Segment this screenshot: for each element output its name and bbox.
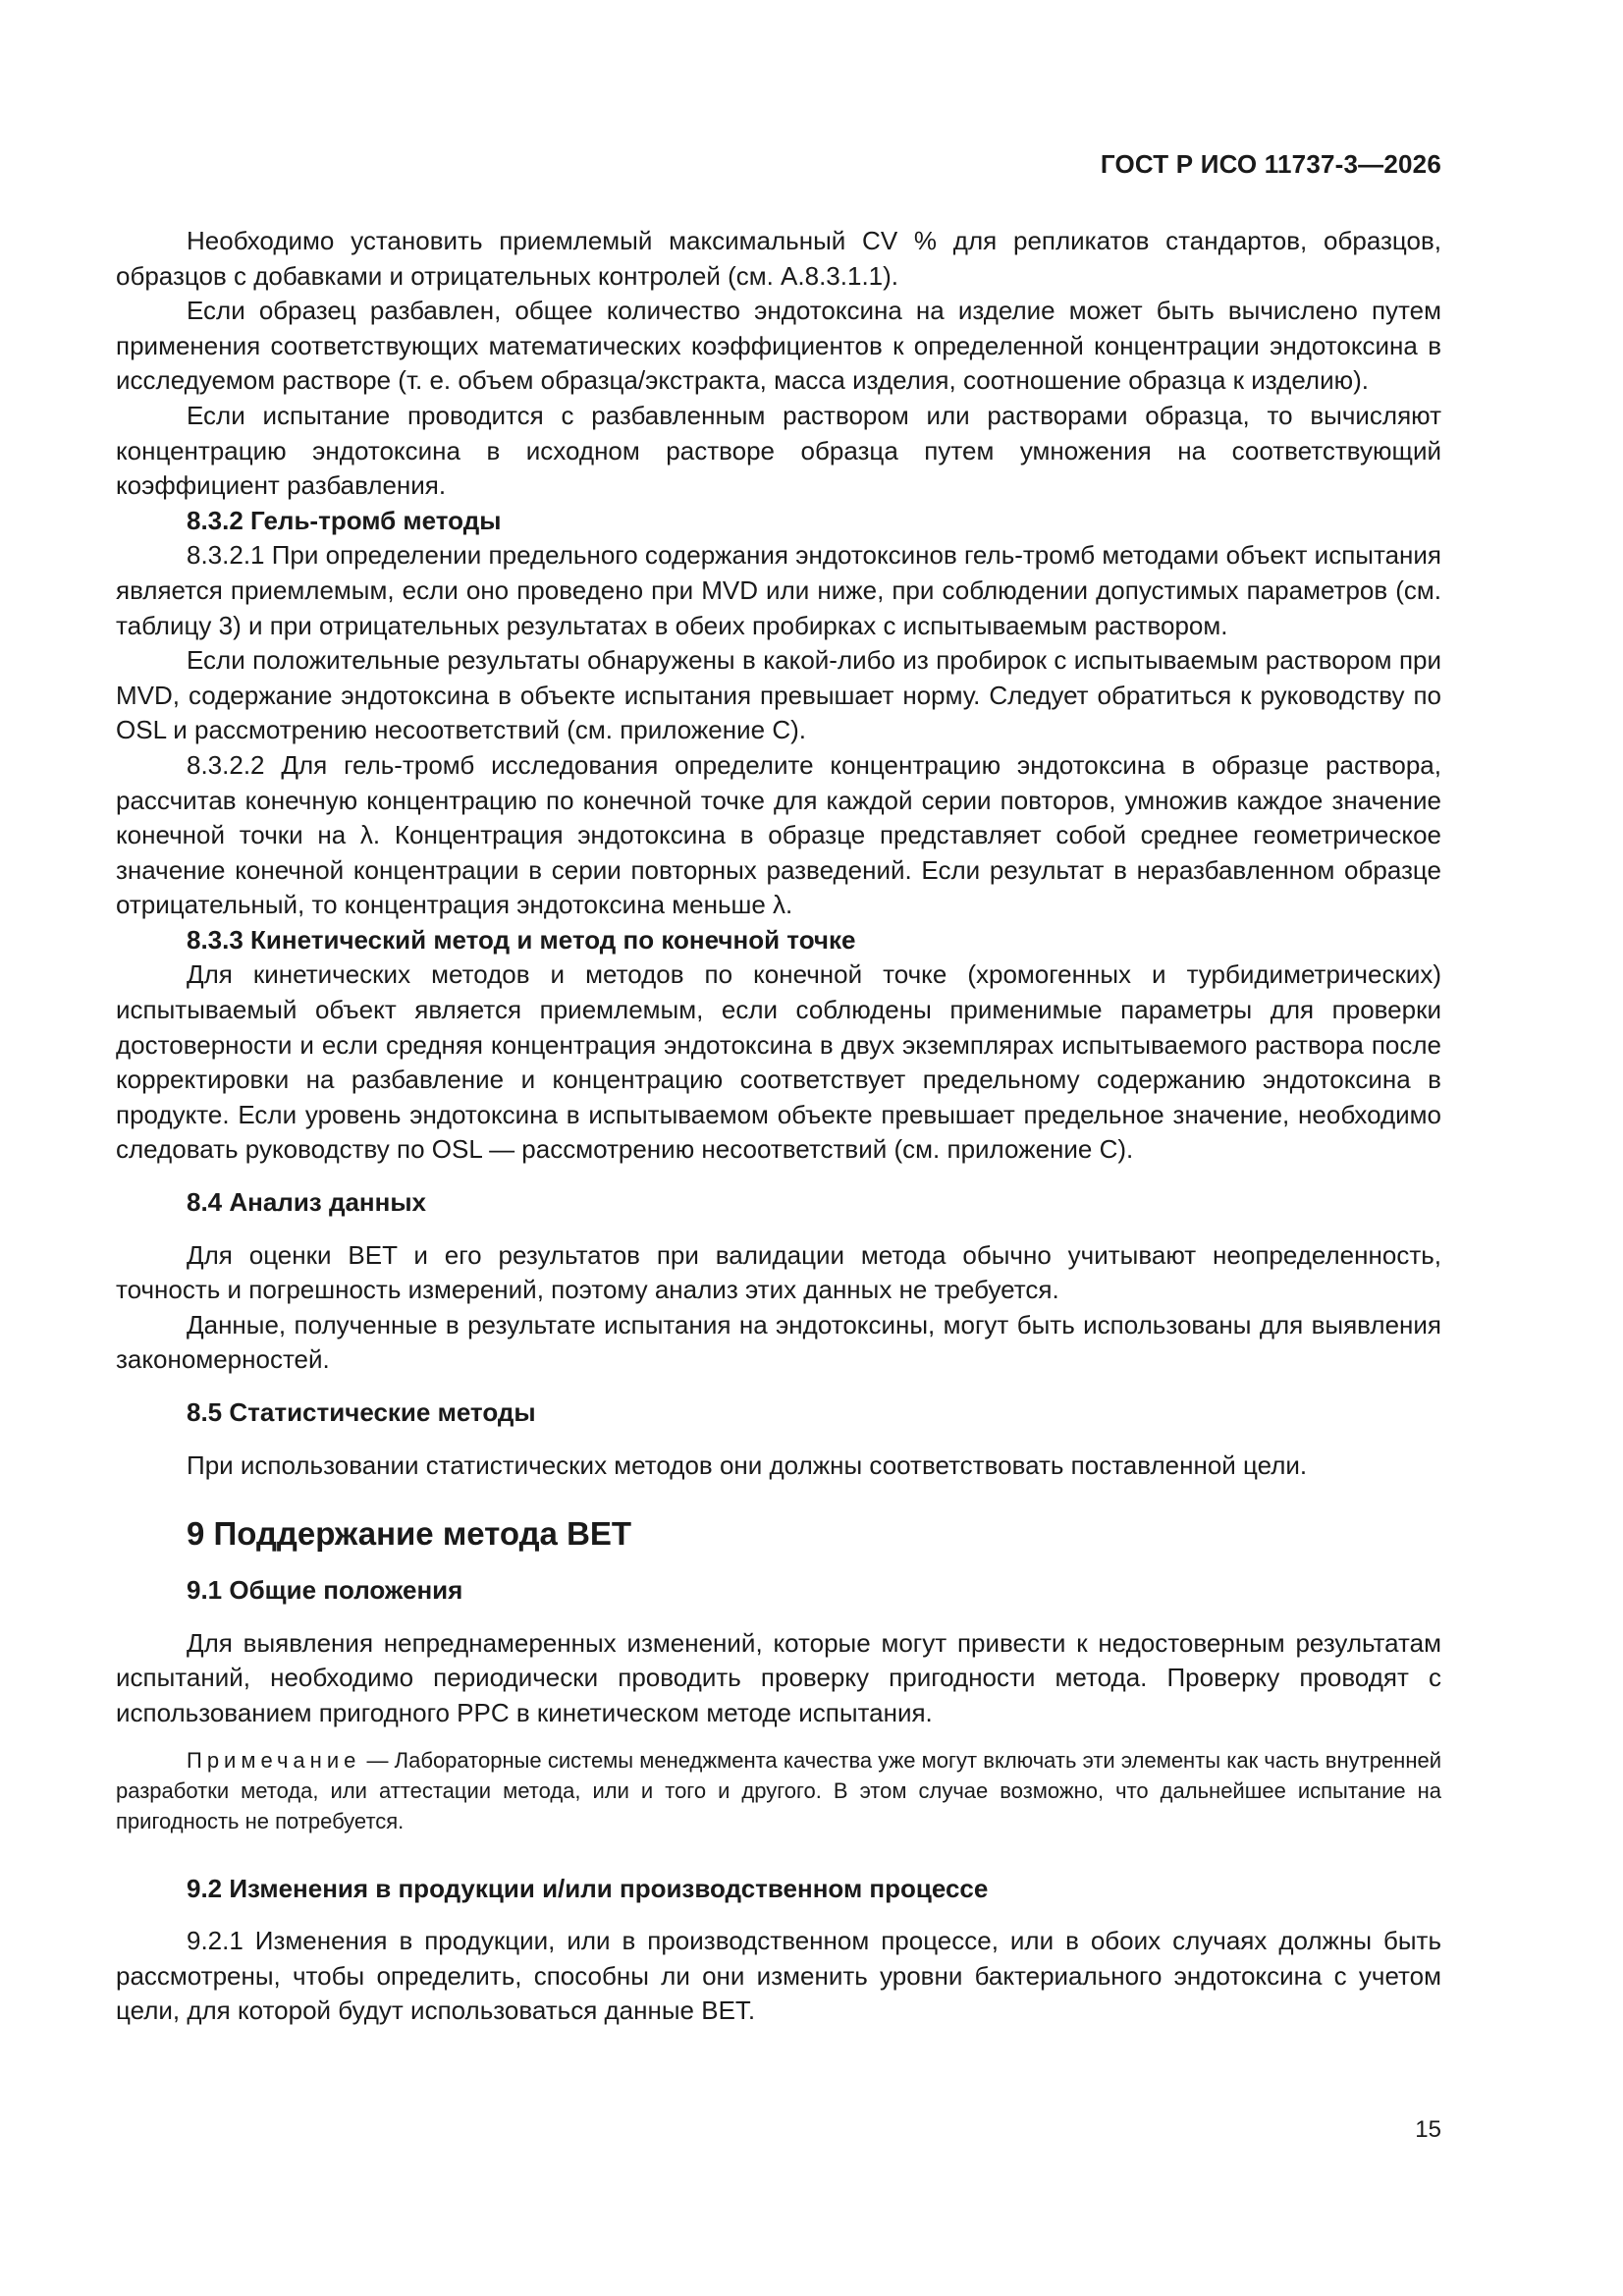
page-content (116, 224, 1441, 2029)
paragraph-8-3-2-1: 8.3.2.1 При определении предельного содержания эндотоксинов гель-тромб методами объект испытания является приемлемым, если оно проведено при MVD или ниже, при соблюдении допустимых параметров (см. таблицу 3) и при отрицательных результатах в обеих пробирках с испытываемым раствором. (116, 540, 1441, 640)
page-number: 15 (1415, 2116, 1441, 2143)
paragraph-diluted-sample: Если образец разбавлен, общее количество эндотоксина на изделие может быть вычислено путем применения соответствующих математических коэффициентов к определенной концентрации эндотоксина в исследуемом растворе (т. е. объем образца/экстракта, масса изделия, соотношение образца к изделию). (116, 296, 1441, 396)
heading-9-2: 9.2 Изменения в продукции и/или производственном процессе (187, 1873, 989, 1903)
heading-section-9: 9 Поддержание метода BET (187, 1515, 632, 1553)
heading-9-1: 9.1 Общие положения (187, 1575, 463, 1606)
heading-8-3-2: 8.3.2 Гель-тромб методы (187, 505, 502, 535)
paragraph-9-1: Для выявления непреднамеренных изменений, которые могут привести к недостоверным результатам испытаний, необходимо периодически проводить проверку пригодности метода. Проверку проводят с использованием пригодного PPC в кинетическом методе испытания. (116, 1627, 1441, 1727)
paragraph-dilution-factor: Если испытание проводится с разбавленным раствором или растворами образца, то вычисляют концентрацию эндотоксина в исходном растворе образца путем умножения на соответствующий коэффициент разбавления. (116, 400, 1441, 501)
heading-8-5: 8.5 Статистические методы (187, 1397, 536, 1427)
note (116, 1745, 1441, 1836)
paragraph-8-4-b: Данные, полученные в результате испытания на эндотоксины, могут быть использованы для выявления закономерностей. (116, 1309, 1441, 1375)
paragraph-8-4-a: Для оценки BET и его результатов при валидации метода обычно учитывают неопределенность, точность и погрешность измерений, поэтому анализ этих данных не требуется. (116, 1239, 1441, 1305)
paragraph-8-3-2-2: 8.3.2.2 Для гель-тромб исследования определите концентрацию эндотоксина в образце раствора, рассчитав конечную концентрацию по конечной точке для каждой серии повторов, умножив каждое значение конечной точки на λ. Концентрация эндотоксина в образце представляет собой среднее геометрическое значение конечной концентрации в серии повторных разведений. Если результат в неразбавленном образце отрицательный, то концентрация эндотоксина меньше λ. (116, 749, 1441, 920)
paragraph-cv: Необходимо установить приемлемый максимальный CV % для репликатов стандартов, образцов, образцов с добавками и отрицательных контролей (см. А.8.3.1.1). (116, 226, 1441, 291)
paragraph-9-2-1: 9.2.1 Изменения в продукции, или в производственном процессе, или в обоих случаях должны быть рассмотрены, чтобы определить, способны ли они изменить уровни бактериального эндотоксина с учетом цели, для которой будут использоваться данные BET. (116, 1926, 1441, 2026)
document-code-header: ГОСТ Р ИСО 11737-3—2026 (1100, 149, 1441, 179)
heading-8-4: 8.4 Анализ данных (187, 1187, 426, 1218)
paragraph-8-3-3: Для кинетических методов и методов по конечной точке (хромогенных и турбидиметрических) испытываемый объект является приемлемым, если соблюдены применимые параметры для проверки достоверности и если средняя концентрация эндотоксина в двух экземплярах испытываемого раствора после корректировки на разбавление и концентрацию соответствует предельному содержанию эндотоксина в продукте. Если уровень эндотоксина в испытываемом объекте превышает предельное значение, необходимо следовать руководству по OSL — рассмотрению несоответствий (см. приложение С). (116, 959, 1441, 1165)
note-text: — Лабораторные системы менеджмента качества уже могут включать эти элементы как часть внутренней разработки метода, или аттестации метода, или и того и другого. В этом случае возможно, что дальнейшее испытание на пригодность не потребуется. (116, 1747, 1441, 1833)
paragraph-8-5: При использовании статистических методов они должны соответствовать поставленной цели. (187, 1449, 1308, 1480)
note-label: Примечание (187, 1747, 361, 1773)
paragraph-8-3-2-1-positive: Если положительные результаты обнаружены в какой-либо из пробирок с испытываемым раствором при MVD, содержание эндотоксина в объекте испытания превышает норму. Следует обратиться к руководству по OSL и рассмотрению несоответствий (см. приложение С). (116, 645, 1441, 745)
heading-8-3-3: 8.3.3 Кинетический метод и метод по конечной точке (187, 924, 856, 955)
